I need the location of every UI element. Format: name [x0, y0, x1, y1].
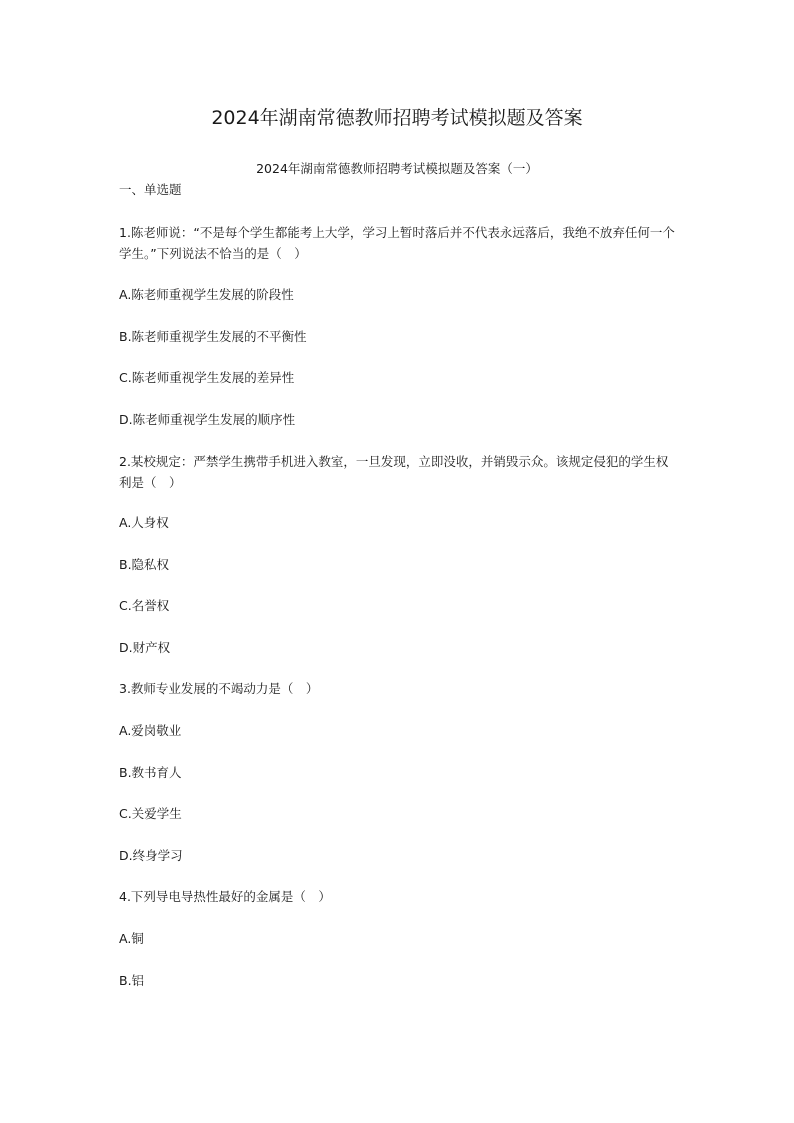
question-4-option-b: B.铝 — [119, 973, 145, 988]
question-4-option-a: A.铜 — [119, 931, 144, 946]
question-1-option-a: A.陈老师重视学生发展的阶段性 — [119, 287, 294, 302]
question-1-option-b: B.陈老师重视学生发展的不平衡性 — [119, 329, 307, 344]
question-3-option-b: B.教书育人 — [119, 765, 182, 780]
question-3-option-c: C.关爱学生 — [119, 806, 182, 821]
question-2-option-b: B.隐私权 — [119, 557, 170, 572]
question-2-option-a: A.人身权 — [119, 515, 169, 530]
question-1-option-d: D.陈老师重视学生发展的顺序性 — [119, 412, 296, 427]
question-4-stem: 4.下列导电导热性最好的金属是（ ） — [119, 889, 331, 904]
question-3-stem: 3.教师专业发展的不竭动力是（ ） — [119, 681, 319, 696]
question-3-option-a: A.爱岗敬业 — [119, 723, 182, 738]
question-3-option-d: D.终身学习 — [119, 848, 183, 863]
question-2-option-d: D.财产权 — [119, 640, 171, 655]
question-2-option-c: C.名誉权 — [119, 598, 170, 613]
question-1-option-c: C.陈老师重视学生发展的差异性 — [119, 370, 295, 385]
document-subtitle: 2024年湖南常德教师招聘考试模拟题及答案（一） — [256, 161, 538, 176]
question-1-stem: 1.陈老师说：“不是每个学生都能考上大学，学习上暂时落后并不代表永远落后，我绝不放弃任何一个学生。”下列说法不恰当的是（ ） — [119, 225, 675, 261]
section-heading: 一、单选题 — [119, 182, 182, 197]
document-title: 2024年湖南常德教师招聘考试模拟题及答案 — [211, 107, 583, 129]
question-2-stem: 2.某校规定：严禁学生携带手机进入教室，一旦发现，立即没收，并销毁示众。该规定侵犯的学生权利是（ ） — [119, 454, 669, 490]
